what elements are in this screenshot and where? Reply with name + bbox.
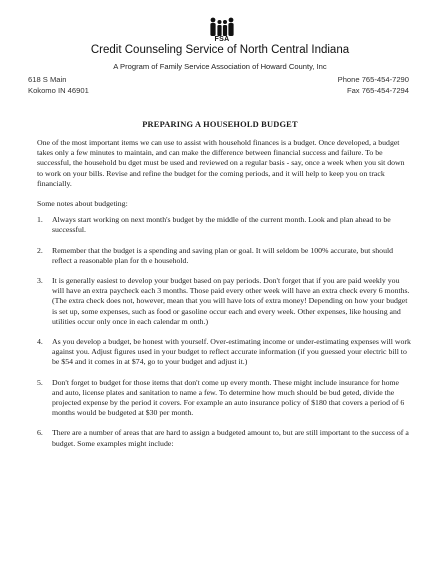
family-figures-icon [208,17,236,37]
fsa-logo [208,17,236,44]
program-line: A Program of Family Service Association of Howard County, Inc [113,62,327,71]
list-item [37,276,412,327]
list-item-text: It is generally easiest to develop your budget based on pay periods. Don't forget that if you are paid weekly you will have an extra paycheck each 3 months. Those paid every other week will have an extra check every 6 months. (The extra check does not, however, mean that you will have lots of extra money! Depending on how your budget is set up, some expenses, such as food or gasoline occur each and every week. Other expenses, like housing and utilities occur only once in each calendar m onth.) [52,276,410,326]
list-item-text: Don't forget to budget for those items that don't come up every month. These might include insurance for home and auto, license plates and sanitation to name a few. To determine how much should be bud geted, divide the projected expense by the period it covers. For example an auto insurance policy of $180 that covers a period of 6 months would be budgeted at $30 per month. [52,377,405,418]
list-item [37,337,412,368]
document-title: PREPARING A HOUSEHOLD BUDGET [142,120,298,129]
list-item-number: 1. [37,215,43,225]
list-item-text: Always start working on next month's budget by the middle of the current month. Look and plan ahead to be successful. [52,215,391,235]
list-item-number: 6. [37,428,43,438]
mailing-address [28,74,89,96]
list-item-text: There are a number of areas that are hard to assign a budgeted amount to, but are still important to the success of a budget. Some examples might include: [52,428,409,448]
document-body [37,138,412,459]
list-item [37,428,412,448]
list-item [37,378,412,419]
list-item-number: 4. [37,337,43,347]
phone-number: Phone 765-454-7290 [337,75,409,84]
address-street: 618 S Main [28,75,67,84]
organization-name: Credit Counseling Service of North Central Indiana [90,44,350,56]
address-city: Kokomo IN 46901 [28,86,89,95]
list-item-number: 3. [37,276,43,286]
intro-paragraph: One of the most important items we can use to assist with household finances is a budget. Once developed, a budget takes only a few minutes to maintain, and can make the difference between financial success and failure. To be successful, the household bu dget must be used and reviewed on a regular basis - say, once a week when you sit down to work on your bills. Revise and refine the budget for the coming periods, and it will help to keep you on track financially. [37,138,405,188]
list-item-text: Remember that the budget is a spending and saving plan or goal. It will seldom be 100% accurate, but should reflect a reasonable plan for th e household. [52,245,394,265]
list-item-number: 5. [37,377,43,387]
fax-number: Fax 765-454-7294 [346,86,409,95]
logo-text: FSA [214,36,230,43]
notes-heading: Some notes about budgeting: [37,199,128,209]
list-item [37,215,412,235]
list-item-text: As you develop a budget, be honest with yourself. Over-estimating income or under-estimating expenses will work against you. Adjust figures used in your budget to reflect accurate information (if you guessed your electric bill to be $54 and it comes in at $74, go to your budget and adjust it.) [52,337,411,367]
contact-numbers [338,74,409,96]
list-item-number: 2. [37,245,43,255]
notes-list [37,215,412,449]
list-item [37,246,412,266]
